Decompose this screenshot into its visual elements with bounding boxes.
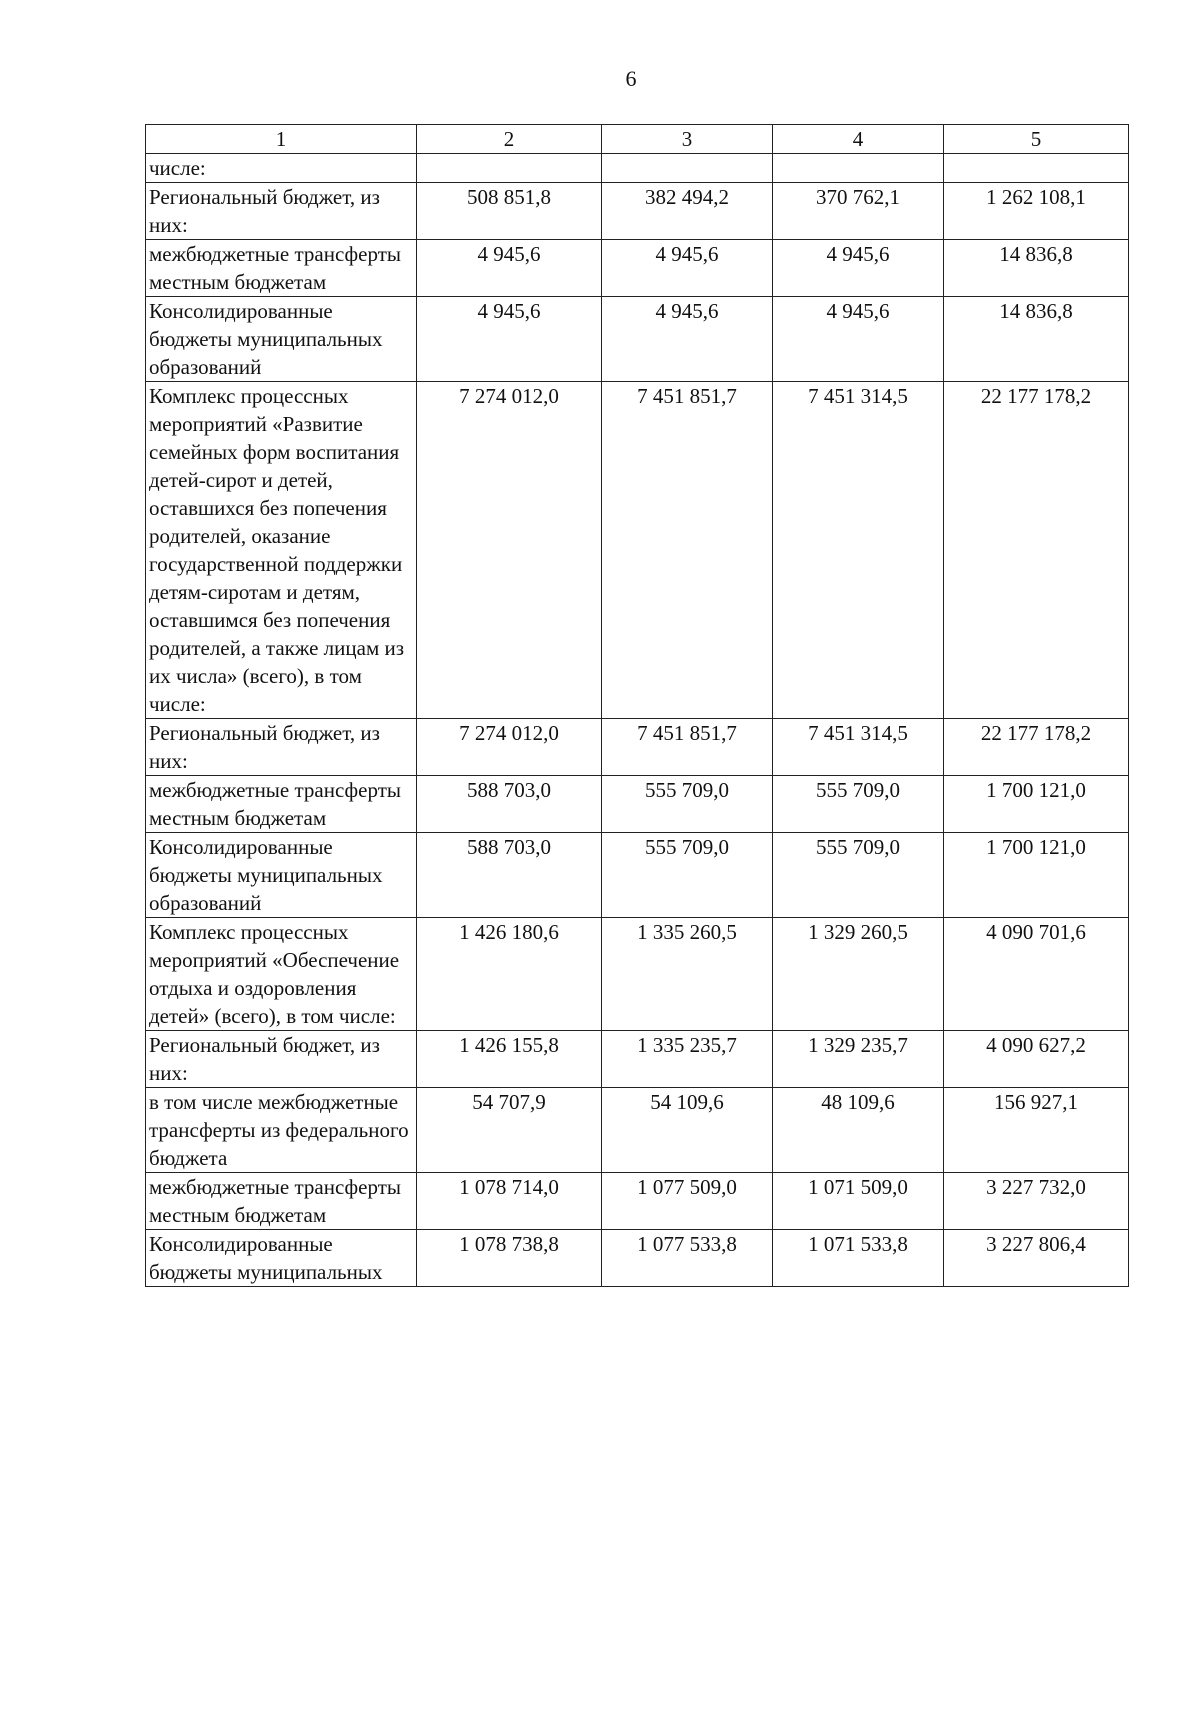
- row-value-col5: 1 700 121,0: [944, 776, 1129, 833]
- row-label: межбюджетные трансферты местным бюджетам: [146, 1173, 417, 1230]
- column-header-1: 1: [146, 125, 417, 154]
- row-label: Консолидированные бюджеты муниципальных образований: [146, 833, 417, 918]
- row-value-col2: 1 426 155,8: [417, 1031, 602, 1088]
- row-label: Консолидированные бюджеты муниципальных: [146, 1230, 417, 1287]
- row-value-col3: 1 335 260,5: [602, 918, 773, 1031]
- row-value-col3: 54 109,6: [602, 1088, 773, 1173]
- table-row: [146, 183, 1129, 240]
- row-label: Региональный бюджет, из них:: [146, 719, 417, 776]
- row-value-col2: 588 703,0: [417, 833, 602, 918]
- row-value-col4: 555 709,0: [773, 776, 944, 833]
- row-value-col2: 588 703,0: [417, 776, 602, 833]
- column-header-3: 3: [602, 125, 773, 154]
- table-row: [146, 833, 1129, 918]
- table-row: [146, 240, 1129, 297]
- row-value-col4: 370 762,1: [773, 183, 944, 240]
- column-header-5: 5: [944, 125, 1129, 154]
- table-header-row: [146, 125, 1129, 154]
- row-value-col5: 22 177 178,2: [944, 719, 1129, 776]
- row-value-col5: [944, 154, 1129, 183]
- row-label: Консолидированные бюджеты муниципальных образований: [146, 297, 417, 382]
- row-value-col2: 4 945,6: [417, 297, 602, 382]
- table-row: [146, 918, 1129, 1031]
- row-value-col4: 7 451 314,5: [773, 382, 944, 719]
- row-value-col4: 4 945,6: [773, 297, 944, 382]
- row-value-col5: 3 227 732,0: [944, 1173, 1129, 1230]
- row-value-col4: 4 945,6: [773, 240, 944, 297]
- table-row: [146, 719, 1129, 776]
- row-value-col2: 1 078 738,8: [417, 1230, 602, 1287]
- row-value-col3: 1 077 533,8: [602, 1230, 773, 1287]
- row-value-col3: 1 335 235,7: [602, 1031, 773, 1088]
- row-label: Комплекс процессных мероприятий «Обеспечение отдыха и оздоровления детей» (всего), в том числе:: [146, 918, 417, 1031]
- row-value-col4: 1 329 260,5: [773, 918, 944, 1031]
- table-row: [146, 154, 1129, 183]
- table-row: [146, 297, 1129, 382]
- row-label: числе:: [146, 154, 417, 183]
- table-row: [146, 776, 1129, 833]
- row-label: межбюджетные трансферты местным бюджетам: [146, 776, 417, 833]
- row-value-col3: 4 945,6: [602, 297, 773, 382]
- row-value-col2: 1 426 180,6: [417, 918, 602, 1031]
- row-label: Комплекс процессных мероприятий «Развитие семейных форм воспитания детей-сирот и детей, оставшихся без попечения родителей, оказание государственной поддержки детям-сиротам и детям, оставшимся без попечения родителей, а также лицам из их числа» (всего), в том числе:: [146, 382, 417, 719]
- row-label: Региональный бюджет, из них:: [146, 183, 417, 240]
- row-value-col5: 22 177 178,2: [944, 382, 1129, 719]
- row-value-col2: 7 274 012,0: [417, 719, 602, 776]
- row-value-col5: 3 227 806,4: [944, 1230, 1129, 1287]
- row-label: Региональный бюджет, из них:: [146, 1031, 417, 1088]
- row-value-col4: 7 451 314,5: [773, 719, 944, 776]
- row-value-col5: 4 090 701,6: [944, 918, 1129, 1031]
- row-value-col5: 1 700 121,0: [944, 833, 1129, 918]
- row-value-col2: [417, 154, 602, 183]
- row-value-col3: 555 709,0: [602, 776, 773, 833]
- row-value-col2: 508 851,8: [417, 183, 602, 240]
- budget-table: [145, 124, 1129, 1287]
- table-row: [146, 1230, 1129, 1287]
- row-value-col5: 14 836,8: [944, 240, 1129, 297]
- row-value-col4: 1 329 235,7: [773, 1031, 944, 1088]
- row-value-col2: 4 945,6: [417, 240, 602, 297]
- row-value-col3: 1 077 509,0: [602, 1173, 773, 1230]
- row-value-col4: 555 709,0: [773, 833, 944, 918]
- row-value-col4: 1 071 533,8: [773, 1230, 944, 1287]
- table-row: [146, 1173, 1129, 1230]
- row-value-col3: 4 945,6: [602, 240, 773, 297]
- row-value-col5: 156 927,1: [944, 1088, 1129, 1173]
- row-value-col3: 7 451 851,7: [602, 719, 773, 776]
- row-value-col4: [773, 154, 944, 183]
- row-value-col2: 1 078 714,0: [417, 1173, 602, 1230]
- column-header-2: 2: [417, 125, 602, 154]
- row-value-col5: 14 836,8: [944, 297, 1129, 382]
- row-value-col2: 7 274 012,0: [417, 382, 602, 719]
- row-value-col3: 382 494,2: [602, 183, 773, 240]
- row-value-col3: 555 709,0: [602, 833, 773, 918]
- row-label: межбюджетные трансферты местным бюджетам: [146, 240, 417, 297]
- row-value-col3: [602, 154, 773, 183]
- table-row: [146, 382, 1129, 719]
- row-value-col5: 1 262 108,1: [944, 183, 1129, 240]
- page-number: 6: [625, 66, 637, 91]
- row-label: в том числе межбюджетные трансферты из федерального бюджета: [146, 1088, 417, 1173]
- row-value-col4: 1 071 509,0: [773, 1173, 944, 1230]
- row-value-col3: 7 451 851,7: [602, 382, 773, 719]
- row-value-col4: 48 109,6: [773, 1088, 944, 1173]
- table-row: [146, 1031, 1129, 1088]
- column-header-4: 4: [773, 125, 944, 154]
- table-row: [146, 1088, 1129, 1173]
- row-value-col2: 54 707,9: [417, 1088, 602, 1173]
- row-value-col5: 4 090 627,2: [944, 1031, 1129, 1088]
